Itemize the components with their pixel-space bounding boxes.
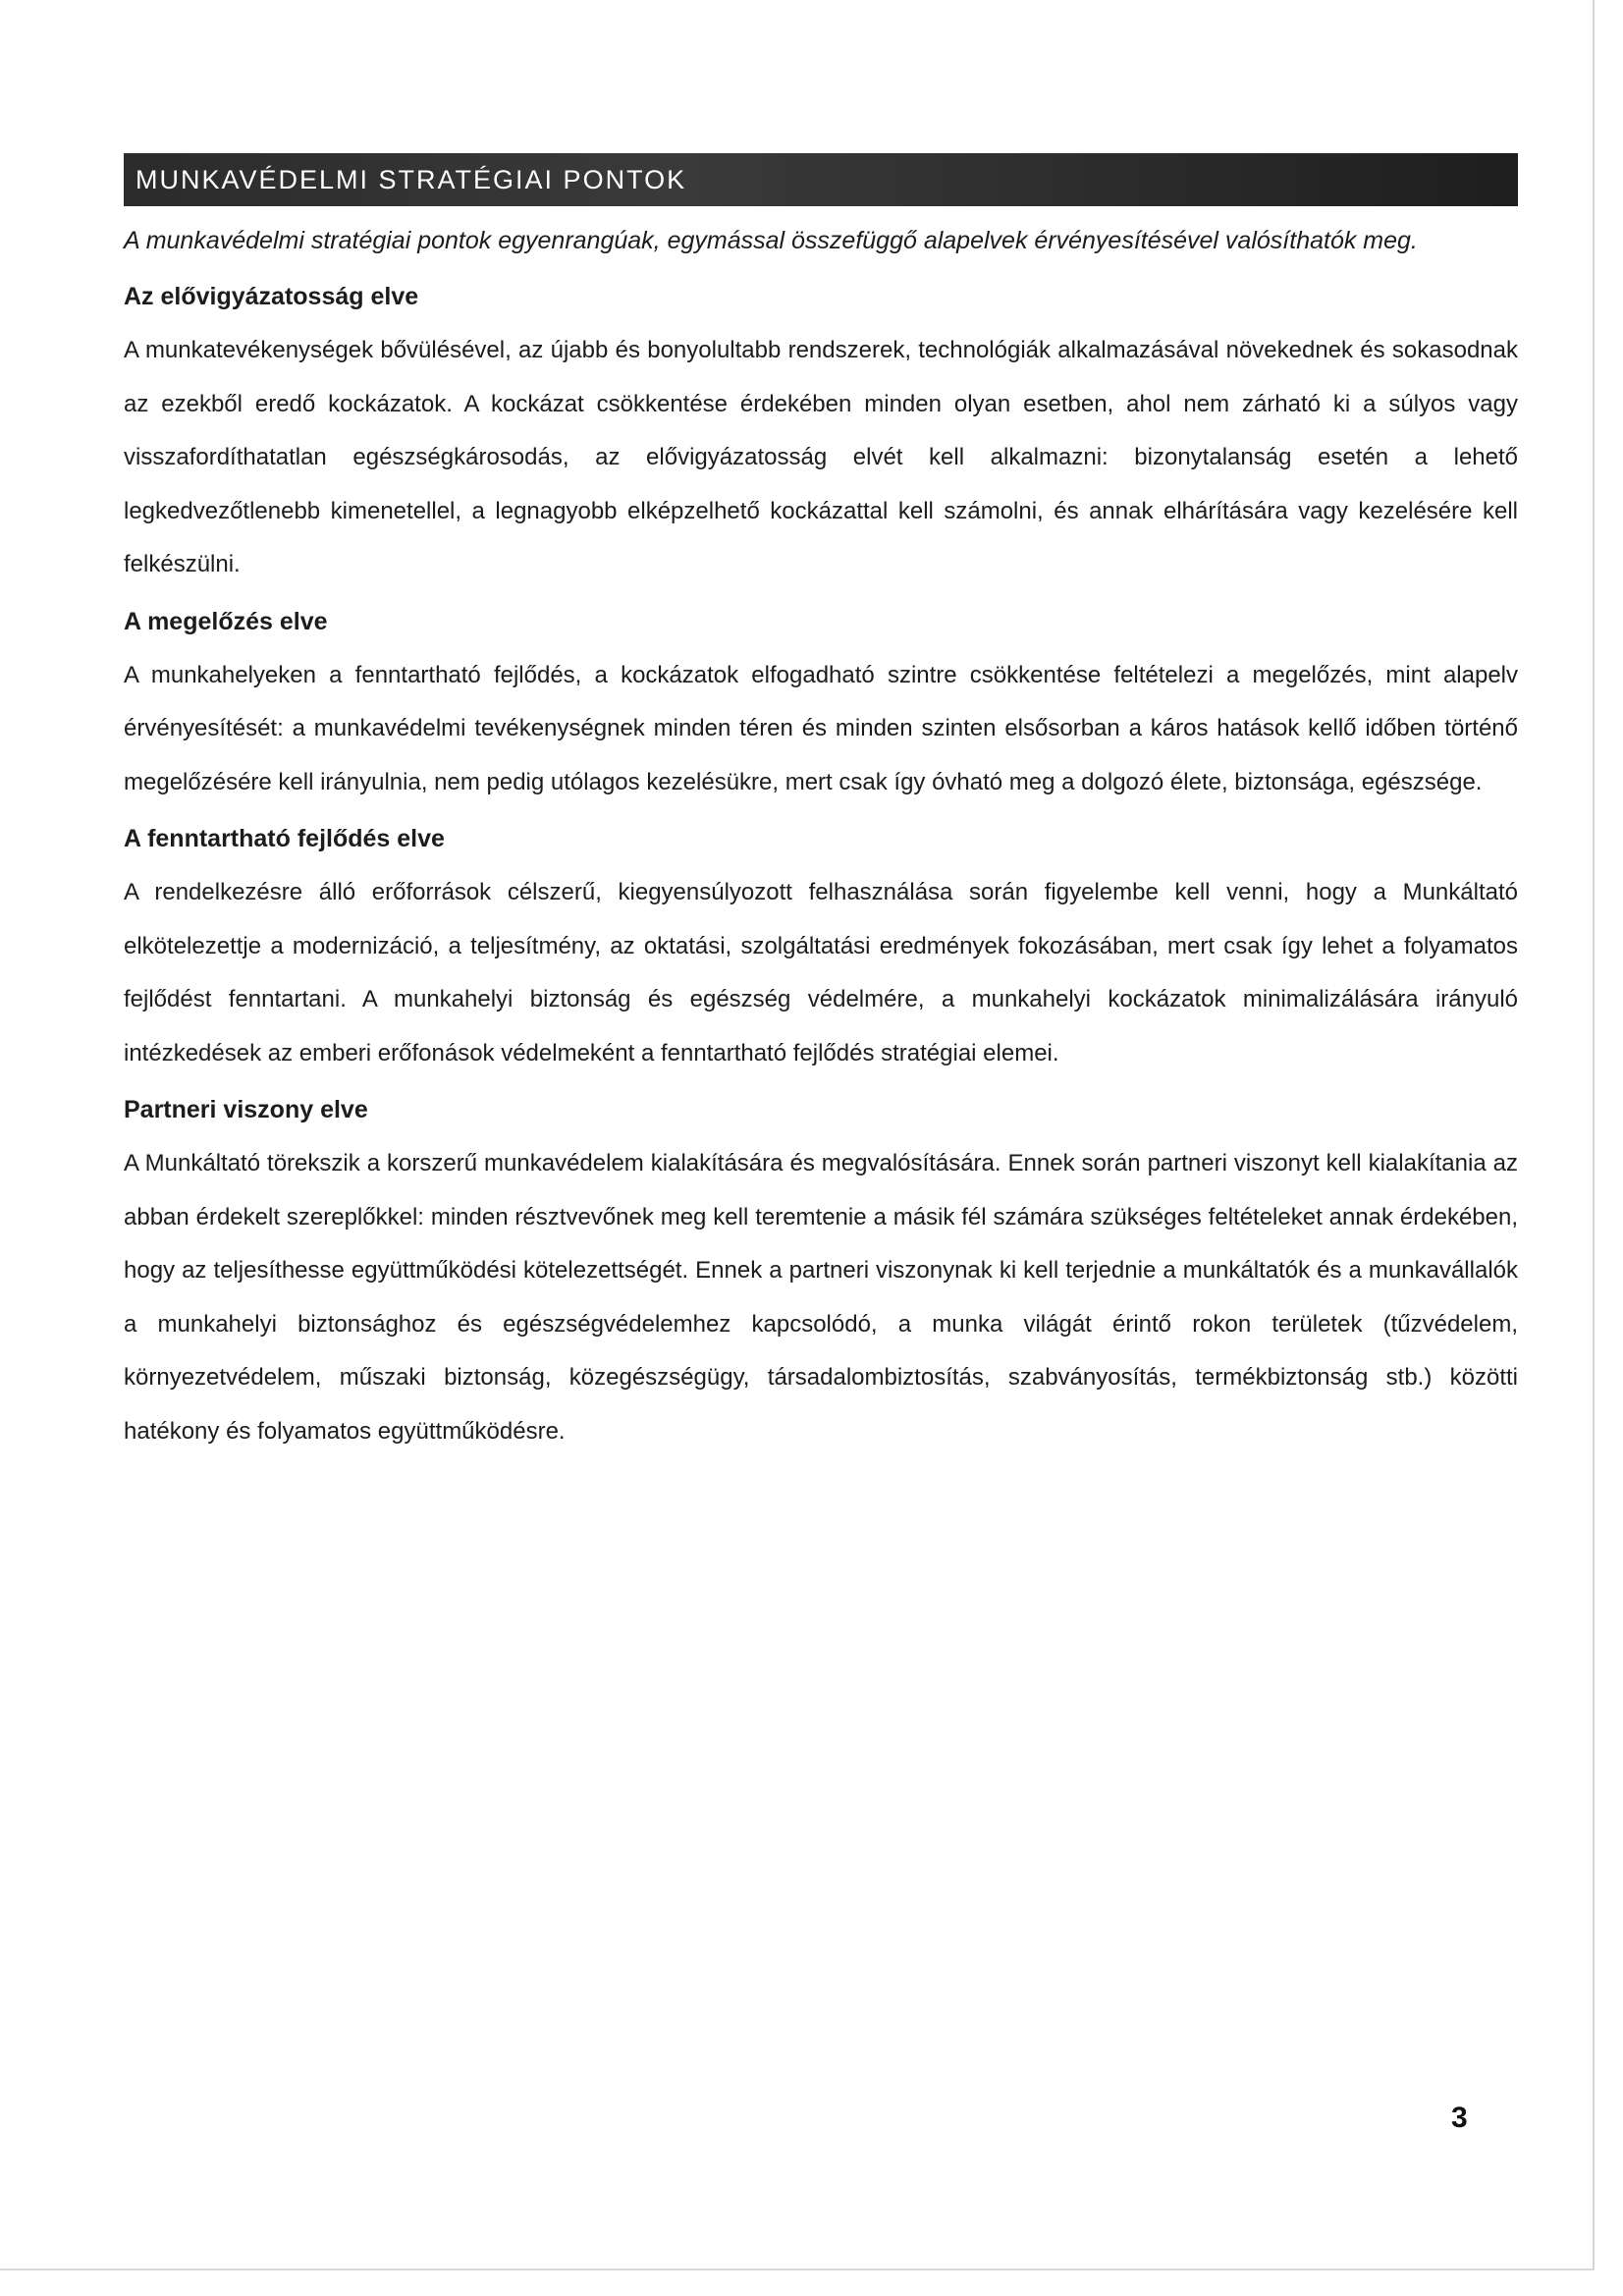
section-header-title: MUNKAVÉDELMI STRATÉGIAI PONTOK xyxy=(135,165,687,194)
section-precaution xyxy=(124,277,1518,592)
section-heading: A megelőzés elve xyxy=(124,607,328,635)
section-paragraph: A rendelkezésre álló erőforrások célszerű, kiegyensúlyozott felhasználása során figyelembe kell venni, hogy a Munkáltató elkötelezettje a modernizáció, a teljesítmény, az oktatási, szolgáltatási eredmények fokozásában, mert csak így lehet a folyamatos fejlődést fenntartani. A munkahelyi biztonság és egészség védelmére, a munkahelyi kockázatok minimalizálására irányuló intézkedések az emberi erőfonások védelmeként a fenntartható fejlődés stratégiai elemei. xyxy=(124,879,1518,1066)
page-bottom-edge xyxy=(0,2269,1595,2270)
section-paragraph: A Munkáltató törekszik a korszerű munkavédelem kialakítására és megvalósítására. Ennek során partneri viszonyt kell kialakítania az abban érdekelt szereplőkkel: minden résztvevőnek meg kell teremtenie a másik fél számára szükséges feltételeket annak érdekében, hogy az teljesíthesse együttműködési kötelezettségét. Ennek a partneri viszonynak ki kell terjednie a munkáltatók és a munkavállalók a munkahelyi biztonsághoz és egészségvédelemhez kapcsolódó, a munka világát érintő rokon területek (tűzvédelem, környezetvédelem, műszaki biztonság, közegészségügy, társadalombiztosítás, szabványosítás, termékbiztonság stb.) közötti hatékony és folyamatos együttműködésre. xyxy=(124,1150,1518,1445)
section-heading: Az elővigyázatosság elve xyxy=(124,283,419,310)
section-header-bar xyxy=(124,153,1518,206)
page-content xyxy=(124,153,1518,1462)
section-heading: A fenntartható fejlődés elve xyxy=(124,825,445,852)
section-paragraph: A munkatevékenységek bővülésével, az újabb és bonyolultabb rendszerek, technológiák alkalmazásával növekednek és sokasodnak az ezekből eredő kockázatok. A kockázat csökkentése érdekében minden olyan esetben, ahol nem zárható ki a súlyos vagy visszafordíthatatlan egészségkárosodás, az elővigyázatosság elvét kell alkalmazni: bizonytalanság esetén a lehető legkedvezőtlenebb kimenetellel, a legnagyobb elképzelhető kockázattal kell számolni, és annak elhárítására vagy kezelésére kell felkészülni. xyxy=(124,337,1518,577)
intro-paragraph: A munkavédelmi stratégiai pontok egyenrangúak, egymással összefüggő alapelvek érvényesítésével valósíthatók meg. xyxy=(124,227,1418,254)
section-prevention xyxy=(124,602,1518,810)
section-heading: Partneri viszony elve xyxy=(124,1096,368,1123)
section-paragraph: A munkahelyeken a fenntartható fejlődés, a kockázatok elfogadható szintre csökkentése feltételezi a megelőzés, mint alapelv érvényesítését: a munkavédelmi tevékenységnek minden téren és minden szinten elsősorban a káros hatások kellő időben történő megelőzésére kell irányulnia, nem pedig utólagos kezelésükre, mert csak így óvható meg a dolgozó élete, biztonsága, egészsége. xyxy=(124,661,1518,795)
page-right-edge xyxy=(1593,0,1595,2269)
section-partnership xyxy=(124,1090,1518,1458)
section-sustainability xyxy=(124,819,1518,1080)
page-number: 3 xyxy=(1451,2102,1468,2134)
